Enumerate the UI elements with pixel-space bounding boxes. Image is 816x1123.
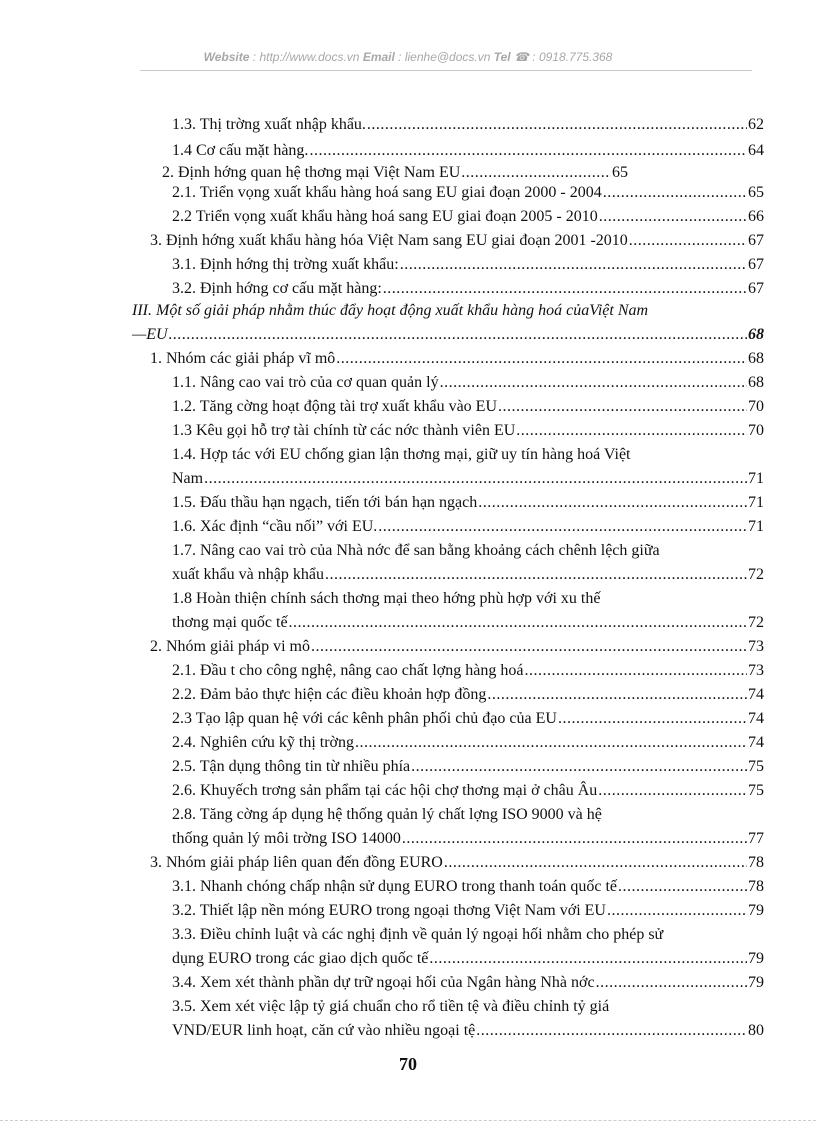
email-value: : lienhe@docs.vn	[394, 50, 494, 64]
toc-entry: 1.1. Nâng cao vai trò của cơ quan quản lý ..... 68	[172, 374, 764, 392]
toc-entry: 3.2. Định hớng cơ cấu mặt hàng: ..... 67	[172, 280, 764, 298]
toc-entry: VND/EUR linh hoạt, căn cứ vào nhiều ngoại tệ ..... 80	[172, 1022, 764, 1040]
toc-entry: 3.4. Xem xét thành phần dự trữ ngoại hối của Ngân hàng Nhà nớc ..... 79	[172, 974, 764, 992]
toc-entry: 2.2. Đảm bảo thực hiện các điều khoản hợp đồng ..... 74	[172, 686, 764, 704]
toc-entry: 3. Nhóm giải pháp liên quan đến đồng EURO ..... 78	[150, 854, 764, 872]
toc-entry: 2. Định hớng quan hệ thơng mại Việt Nam EU ..... 65	[162, 164, 628, 182]
toc-entry: 2.6. Khuyếch trơng sản phẩm tại các hội chợ thơng mại ở châu Âu ..... 75	[172, 782, 764, 800]
toc-entry: 2.1. Triển vọng xuất khẩu hàng hoá sang EU giai đoạn 2000 - 2004 ..... 65	[172, 184, 764, 202]
toc-entry: xuất khẩu và nhập khẩu ..... 72	[172, 566, 764, 584]
toc-section-heading: III. Một số giải pháp nhằm thúc đẩy hoạt động xuất khẩu hàng hoá củaViệt Nam	[132, 302, 649, 319]
toc-entry: 2.1. Đầu t cho công nghệ, nâng cao chất lợng hàng hoá ..... 73	[172, 662, 764, 680]
email-label: Email	[362, 50, 395, 64]
toc-entry: 3.1. Định hớng thị trờng xuất khẩu: ..... 67	[172, 256, 764, 274]
toc-entry: —EU ..... 68	[132, 326, 764, 344]
toc-entry-line1: 3.5. Xem xét việc lập tỷ giá chuẩn cho rổ tiền tệ và điều chỉnh tỷ giá	[172, 998, 610, 1015]
toc-entry: 3.2. Thiết lập nền móng EURO trong ngoại thơng Việt Nam với EU ..... 79	[172, 902, 764, 920]
toc-entry: thống quản lý môi trờng ISO 14000 ..... 77	[172, 830, 764, 848]
toc-entry-line1: 1.4. Hợp tác với EU chống gian lận thơng mại, giữ uy tín hàng hoá Việt	[172, 446, 631, 463]
toc-entry: 1. Nhóm các giải pháp vĩ mô ..... 68	[150, 350, 764, 368]
site-header	[0, 50, 816, 64]
toc-entry: 1.5. Đấu thầu hạn ngạch, tiến tới bán hạn ngạch ..... 71	[172, 494, 764, 512]
toc-entry: 1.2. Tăng cờng hoạt động tài trợ xuất khẩu vào EU ..... 70	[172, 398, 764, 416]
toc-entry: 1.6. Xác định “cầu nối” với EU. ..... 71	[172, 518, 764, 536]
toc-entry: 3.1. Nhanh chóng chấp nhận sử dụng EURO trong thanh toán quốc tế ..... 78	[172, 878, 764, 896]
tel-value: ☎ : 0918.775.368	[510, 50, 613, 64]
website-value: : http://www.docs.vn	[249, 50, 363, 64]
toc-entry: thơng mại quốc tế ..... 72	[172, 614, 764, 632]
toc-entry: 2.5. Tận dụng thông tin từ nhiều phía ..... 75	[172, 758, 764, 776]
toc-entry: 2.3 Tạo lập quan hệ với các kênh phân phối chủ đạo của EU ..... 74	[172, 710, 764, 728]
toc-entry: 1.3 Kêu gọi hỗ trợ tài chính từ các nớc thành viên EU ..... 70	[172, 422, 764, 440]
website-label: Website	[203, 50, 250, 64]
toc-entry-line1: 3.3. Điều chỉnh luật và các nghị định về quản lý ngoại hối nhằm cho phép sử	[172, 926, 664, 943]
toc-entry-line1: 1.8 Hoàn thiện chính sách thơng mại theo hớng phù hợp với xu thế	[172, 590, 601, 607]
toc-entry: 2.4. Nghiên cứu kỹ thị trờng ..... 74	[172, 734, 764, 752]
footer-divider	[0, 1120, 816, 1122]
toc-entry: 2. Nhóm giải pháp vi mô ..... 73	[150, 638, 764, 656]
toc-entry: dụng EURO trong các giao dịch quốc tế ..... 79	[172, 950, 764, 968]
page-number: 70	[399, 1054, 417, 1074]
tel-label: Tel	[493, 50, 511, 64]
toc-entry: 1.4 Cơ cấu mặt hàng. ..... 64	[172, 142, 764, 160]
toc-entry: Nam ..... 71	[172, 470, 764, 488]
toc-entry: 1.3. Thị trờng xuất nhập khẩu. ..... 62	[172, 116, 764, 134]
toc-entry: 3. Định hớng xuất khẩu hàng hóa Việt Nam sang EU giai đoạn 2001 -2010 ..... 67	[150, 232, 764, 250]
toc-entry-line1: 2.8. Tăng cờng áp dụng hệ thống quản lý chất lợng ISO 9000 và hệ	[172, 806, 602, 823]
toc-entry: 2.2 Triển vọng xuất khẩu hàng hoá sang EU giai đoạn 2005 - 2010 ..... 66	[172, 208, 764, 226]
toc-entry-line1: 1.7. Nâng cao vai trò của Nhà nớc để san bằng khoảng cách chênh lệch giữa	[172, 542, 660, 559]
header-divider	[140, 70, 752, 71]
